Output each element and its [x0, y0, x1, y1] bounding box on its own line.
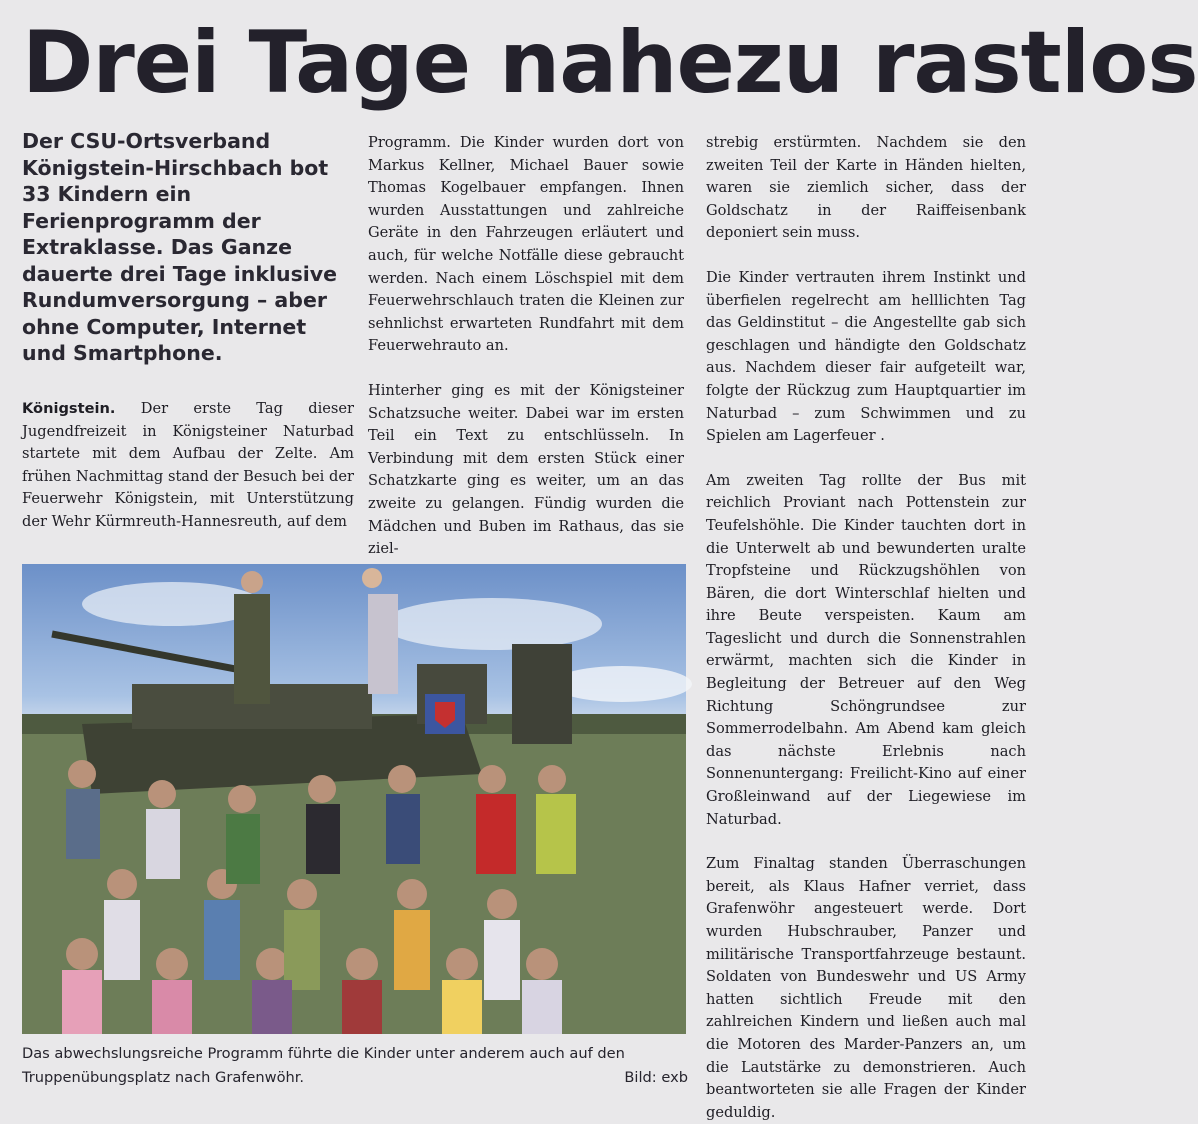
- caption-text: Das abwechslungsreiche Programm führte die Kinder unter anderem auch auf den Truppenübungsplatz nach Grafenwöhr.: [22, 1045, 625, 1086]
- headline: Drei Tage nahezu rastlos: [22, 13, 1198, 113]
- col1-paragraph: [22, 398, 354, 534]
- column-3: [706, 132, 1026, 1124]
- group-photo-icon: [22, 564, 686, 1034]
- col3-paragraph-3: Am zweiten Tag rollte der Bus mit reichlich Proviant nach Pottenstein zur Teufelshöhle. Die Kinder tauchten dort in die Unterwelt ab und bewunderten uralte Tropfsteine und Rückzugshöhlen von Bären, die dort Winterschlaf hielten und ihre Beute verspeisten. Kaum am Tageslicht und durch die Sonnenstrahlen erwärmt, machten sich die Kinder in Begleitung der Betreuer auf den Weg Richtung Schöngrundsee zur Sommerrodelbahn. Am Abend kam gleich das nächste Erlebnis nach Sonnenuntergang: Freilicht-Kino auf einer Großleinwand auf der Liegewiese im Naturbad.: [706, 471, 1026, 828]
- column-1: [22, 398, 354, 534]
- photo-scene: [22, 564, 686, 1034]
- col2-paragraph-2: Hinterher ging es mit der Königsteiner Schatzsuche weiter. Dabei war im ersten Teil ein Text zu entschlüsseln. In Verbindung mit dem ersten Stück einer Schatzkarte ging es weiter, um an das zweite zu gelangen. Fündig wurden die Mädchen und Buben im Rathaus, das sie ziel-: [368, 381, 684, 558]
- col1-text: Der erste Tag dieser Jugendfreizeit in Königsteiner Naturbad startete mit dem Aufbau der Zelte. Am frühen Nachmittag stand der Besuch bei der Feuerwehr Königstein, mit Unterstützung der Wehr Kürmreuth-Hannesreuth, auf dem: [22, 400, 355, 530]
- dateline: Königstein.: [22, 400, 116, 417]
- col2-paragraph-1: Programm. Die Kinder wurden dort von Markus Kellner, Michael Bauer sowie Thomas Kogelbauer empfangen. Ihnen wurden Ausstattungen und zahlreiche Geräte in den Fahrzeugen erläutert und auch, für welche Notfälle diese gebraucht werden. Nach einem Löschspiel mit dem Feuerwehrschlauch traten die Kleinen zur sehnlichst erwarteten Rundfahrt mit dem Feuerwehrauto an.: [368, 134, 684, 355]
- photo-caption: [22, 1042, 688, 1090]
- col3-paragraph-2: Die Kinder vertrauten ihrem Instinkt und überfielen regelrecht am helllichten Tag das Geldinstitut – die Angestellte gab sich geschlagen und händigte den Goldschatz aus. Nachdem dieser fair aufgeteilt war, folgte der Rückzug zum Hauptquartier im Naturbad – zum Schwimmen und zu Spielen am Lagerfeuer .: [706, 268, 1026, 445]
- col3-paragraph-1: strebig erstürmten. Nachdem sie den zweiten Teil der Karte in Händen hielten, waren sie ziemlich sicher, dass der Goldschatz in der Raiffeisenbank deponiert sein muss.: [706, 134, 1026, 242]
- col3-paragraph-4: Zum Finaltag standen Überraschungen bereit, als Klaus Hafner verriet, dass Grafenwöhr angesteuert werde. Dort wurden Hubschrauber, Panzer und militärische Transportfahrzeuge bestaunt. Soldaten von Bundeswehr und US Army hatten sichtlich Freude mit den zahlreichen Kindern und ließen auch mal die Motoren des Marder-Panzers an, um die Lautstärke zu demonstrieren. Auch beantworteten sie alle Fragen der Kinder geduldig.: [706, 855, 1026, 1121]
- column-2: [368, 132, 684, 561]
- lead-paragraph: Der CSU-Ortsverband Königstein-Hirschbach bot 33 Kindern ein Ferienprogramm der Extraklasse. Das Ganze dauerte drei Tage inklusive Rundumversorgung – aber ohne Computer, Internet und Smartphone.: [22, 129, 338, 365]
- photo-credit: Bild: exb: [624, 1069, 688, 1086]
